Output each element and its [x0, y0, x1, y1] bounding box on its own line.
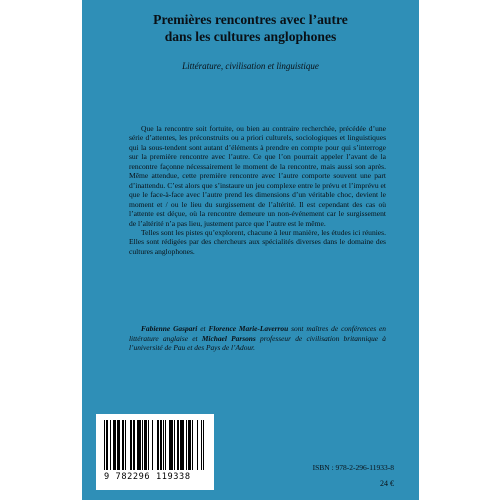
author-role-2: professeur de civilisation britannique à l’université de Pau et des Pays de l’Adour.: [129, 333, 386, 353]
author-bio: [129, 324, 386, 353]
barcode-bar: [204, 420, 205, 470]
price-label: 24 €: [380, 479, 394, 488]
author-and-1: et: [197, 324, 209, 333]
book-title: [82, 11, 419, 45]
author-role-1: sont maîtres de conférences en littérature anglaise et: [129, 324, 387, 343]
barcode-number: 9 782296 119338: [104, 472, 191, 482]
title-line-1: Premières rencontres avec l’autre: [153, 12, 348, 27]
blurb: [129, 124, 386, 256]
book-subtitle: Littérature, civilisation et linguistique: [182, 61, 319, 71]
author-name-3: Michael Parsons: [201, 333, 256, 343]
title-line-2: dans les cultures anglophones: [164, 29, 337, 44]
book-back-cover: [82, 0, 419, 500]
isbn-label: ISBN : 978-2-296-11933-8: [312, 463, 394, 472]
blurb-paragraph-1: Que la rencontre soit fortuite, ou bien au contraire recherchée, précédée d’une série d’attentes, les préconstruits ou a priori culturels, sociologiques et linguistiques qui la sous-tendent sont autant d’éléments à prendre en compte pour qui s’interroge sur la première rencontre avec l’autre. Ce que l’on pourrait appeler l’avant de la rencontre façonne nécessairement le moment de la rencontre, mais aussi son après. Même attendue, cette première rencontre avec l’autre comporte souvent une part d’inattendu. C’est alors que s’instaure un jeu complexe entre le prévu et l’imprévu et que le face-à-face avec l’autre prend les dimensions d’un véritable choc, devient le moment et / ou le lieu du surgissement de l’altérité. Il est cependant des cas où l’attente est déçue, où la rencontre demeure un non-événement car le surgissement de l’altérité n’a pas lieu, justement parce que l’autre est le même.: [129, 124, 386, 228]
author-name-2: Florence Marie-Laverrou: [208, 324, 289, 333]
author-name-1: Fabienne Gaspari: [141, 324, 198, 333]
barcode-box: [96, 414, 214, 490]
blurb-paragraph-2: Telles sont les pistes qu’explorent, chacune à leur manière, les études ici réunies. Elles sont rédigées par des chercheurs aux spécialités diverses dans le domaine des cultures anglophones.: [129, 227, 386, 256]
barcode-bars: [104, 420, 206, 470]
